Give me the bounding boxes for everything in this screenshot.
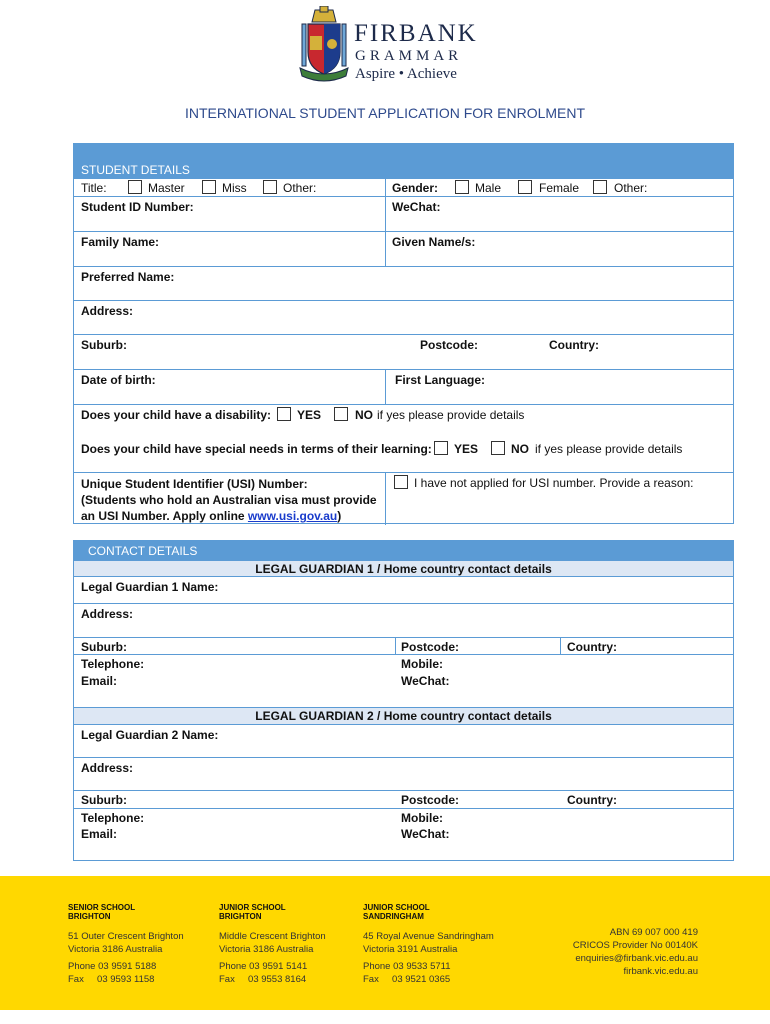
title-miss-label: Miss — [222, 181, 247, 195]
usi-apply-text: an USI Number. Apply online — [81, 509, 245, 523]
guardian2-suburb-field: Suburb: — [81, 793, 127, 807]
student-details-section — [73, 143, 734, 524]
usi-note: (Students who hold an Australian visa must provide — [81, 493, 377, 507]
guardian1-name-field: Legal Guardian 1 Name: — [81, 580, 219, 594]
guardian1-telephone-field: Telephone: — [81, 657, 145, 671]
gender-label: Gender: — [392, 181, 439, 195]
family-name-field: Family Name: — [81, 235, 160, 249]
guardian2-address-row[interactable] — [74, 757, 733, 791]
guardian1-suburb-row[interactable] — [74, 637, 733, 655]
gender-other-checkbox[interactable] — [593, 180, 607, 194]
student-id-row[interactable] — [74, 196, 733, 232]
guardian2-telephone-field: Telephone: — [81, 811, 145, 825]
student-suburb-field: Suburb: — [81, 338, 127, 352]
footer-email-link[interactable]: enquiries@firbank.vic.edu.au — [575, 953, 698, 964]
guardian2-suburb-row[interactable] — [74, 790, 733, 809]
footer-cricos: CRICOS Provider No 00140K — [572, 940, 698, 951]
guardian1-name-row[interactable] — [74, 576, 733, 604]
special-needs-yes-label: YES — [454, 442, 479, 456]
gender-other-label: Other: — [614, 181, 648, 195]
guardian2-mobile-field: Mobile: — [401, 811, 443, 825]
disability-details-hint: if yes please provide details — [377, 408, 525, 422]
special-needs-no-label: NO — [511, 442, 529, 456]
title-master-label: Master — [148, 181, 185, 195]
guardian1-email-field: Email: — [81, 674, 118, 688]
disability-no-checkbox[interactable] — [334, 407, 348, 421]
student-address-row[interactable] — [74, 300, 733, 335]
preferred-name-field: Preferred Name: — [81, 270, 175, 284]
title-gender-row — [74, 179, 733, 196]
guardian1-header: LEGAL GUARDIAN 1 / Home country contact details — [74, 560, 733, 577]
guardian2-name-field: Legal Guardian 2 Name: — [81, 728, 219, 742]
special-needs-question: Does your child have special needs in terms of their learning: — [81, 442, 432, 456]
guardian1-country-field: Country: — [567, 640, 617, 654]
footer — [0, 876, 770, 1010]
title-label: Title: — [81, 181, 107, 195]
school-logo — [298, 6, 478, 86]
student-address-field: Address: — [81, 304, 134, 318]
guardian2-email-field: Email: — [81, 827, 118, 841]
guardian2-country-field: Country: — [567, 793, 617, 807]
title-master-checkbox[interactable] — [128, 180, 142, 194]
footer-abn: ABN 69 007 000 419 — [609, 927, 698, 938]
guardian1-address-row[interactable] — [74, 603, 733, 638]
usi-label: Unique Student Identifier (USI) Number: — [81, 477, 308, 491]
guardian1-postcode-field: Postcode: — [401, 640, 460, 654]
title-other-checkbox[interactable] — [263, 180, 277, 194]
given-names-field: Given Name/s: — [392, 235, 476, 249]
usi-row: Unique Student Identifier (USI) Number: (Students who hold an Australian visa must provide an USI Number. Apply online www.usi.gov.au) I have not applied for USI number. Provide a reason: — [74, 472, 733, 525]
usi-not-applied-checkbox[interactable] — [394, 475, 408, 489]
guardian2-address-field: Address: — [81, 761, 134, 775]
student-details-title: STUDENT DETAILS — [81, 163, 190, 177]
footer-junior-brighton: JUNIOR SCHOOL BRIGHTON Middle Crescent Brighton Victoria 3186 Australia Phone 03 9591 5141 Fax 03 9553 8164 — [219, 903, 326, 985]
contact-details-section — [73, 540, 734, 861]
school-name: FIRBANK — [354, 20, 478, 47]
title-miss-checkbox[interactable] — [202, 180, 216, 194]
dob-field: Date of birth: — [81, 373, 156, 387]
student-id-field: Student ID Number: — [81, 200, 194, 214]
first-language-field: First Language: — [395, 373, 486, 387]
guardian1-mobile-field: Mobile: — [401, 657, 443, 671]
student-details-header — [74, 144, 733, 179]
guardian1-wechat-field: WeChat: — [401, 674, 450, 688]
guardian1-address-field: Address: — [81, 607, 134, 621]
gender-female-checkbox[interactable] — [518, 180, 532, 194]
footer-senior-school: SENIOR SCHOOL BRIGHTON 51 Outer Crescent Brighton Victoria 3186 Australia Phone 03 9591 5188 Fax 03 9593 1158 — [68, 903, 184, 985]
special-needs-yes-checkbox[interactable] — [434, 441, 448, 455]
title-other-label: Other: — [283, 181, 317, 195]
disability-yes-label: YES — [297, 408, 322, 422]
contact-details-header — [74, 541, 733, 560]
gender-female-label: Female — [539, 181, 580, 195]
school-name-sub: GRAMMAR — [355, 48, 463, 64]
usi-link[interactable]: www.usi.gov.au — [247, 509, 338, 523]
preferred-name-row[interactable] — [74, 266, 733, 301]
disability-no-label: NO — [355, 408, 373, 422]
guardian2-phone-row[interactable] — [74, 808, 733, 826]
gender-male-label: Male — [475, 181, 502, 195]
student-country-field: Country: — [549, 338, 599, 352]
disability-question: Does your child have a disability: — [81, 408, 272, 422]
footer-contact-info — [573, 926, 698, 978]
school-crest-icon — [298, 6, 350, 84]
form-title: INTERNATIONAL STUDENT APPLICATION FOR ENROLMENT — [184, 105, 586, 121]
disability-row — [74, 404, 733, 473]
gender-male-checkbox[interactable] — [455, 180, 469, 194]
guardian2-email-row[interactable] — [74, 825, 733, 861]
contact-details-title: CONTACT DETAILS — [88, 544, 198, 558]
student-suburb-row[interactable] — [74, 334, 733, 370]
student-postcode-field: Postcode: — [420, 338, 479, 352]
footer-web-link[interactable]: firbank.vic.edu.au — [623, 966, 698, 977]
special-needs-details-hint: if yes please provide details — [535, 442, 683, 456]
guardian2-postcode-field: Postcode: — [401, 793, 460, 807]
disability-yes-checkbox[interactable] — [277, 407, 291, 421]
guardian1-suburb-field: Suburb: — [81, 640, 127, 654]
guardian1-email-row[interactable] — [74, 671, 733, 707]
special-needs-no-checkbox[interactable] — [491, 441, 505, 455]
guardian2-header: LEGAL GUARDIAN 2 / Home country contact details — [74, 707, 733, 725]
usi-not-applied-label: I have not applied for USI number. Provide a reason: — [414, 476, 694, 490]
school-motto: Aspire • Achieve — [355, 66, 457, 82]
guardian2-name-row[interactable] — [74, 724, 733, 758]
guardian1-phone-row[interactable] — [74, 654, 733, 672]
footer-junior-sandringham: JUNIOR SCHOOL SANDRINGHAM 45 Royal Avenue Sandringham Victoria 3191 Australia Phone 03 9533 5711 Fax 03 9521 0365 — [363, 903, 494, 985]
dob-row[interactable] — [74, 369, 733, 405]
student-wechat-field: WeChat: — [392, 200, 441, 214]
name-row[interactable] — [74, 231, 733, 267]
guardian2-wechat-field: WeChat: — [401, 827, 450, 841]
